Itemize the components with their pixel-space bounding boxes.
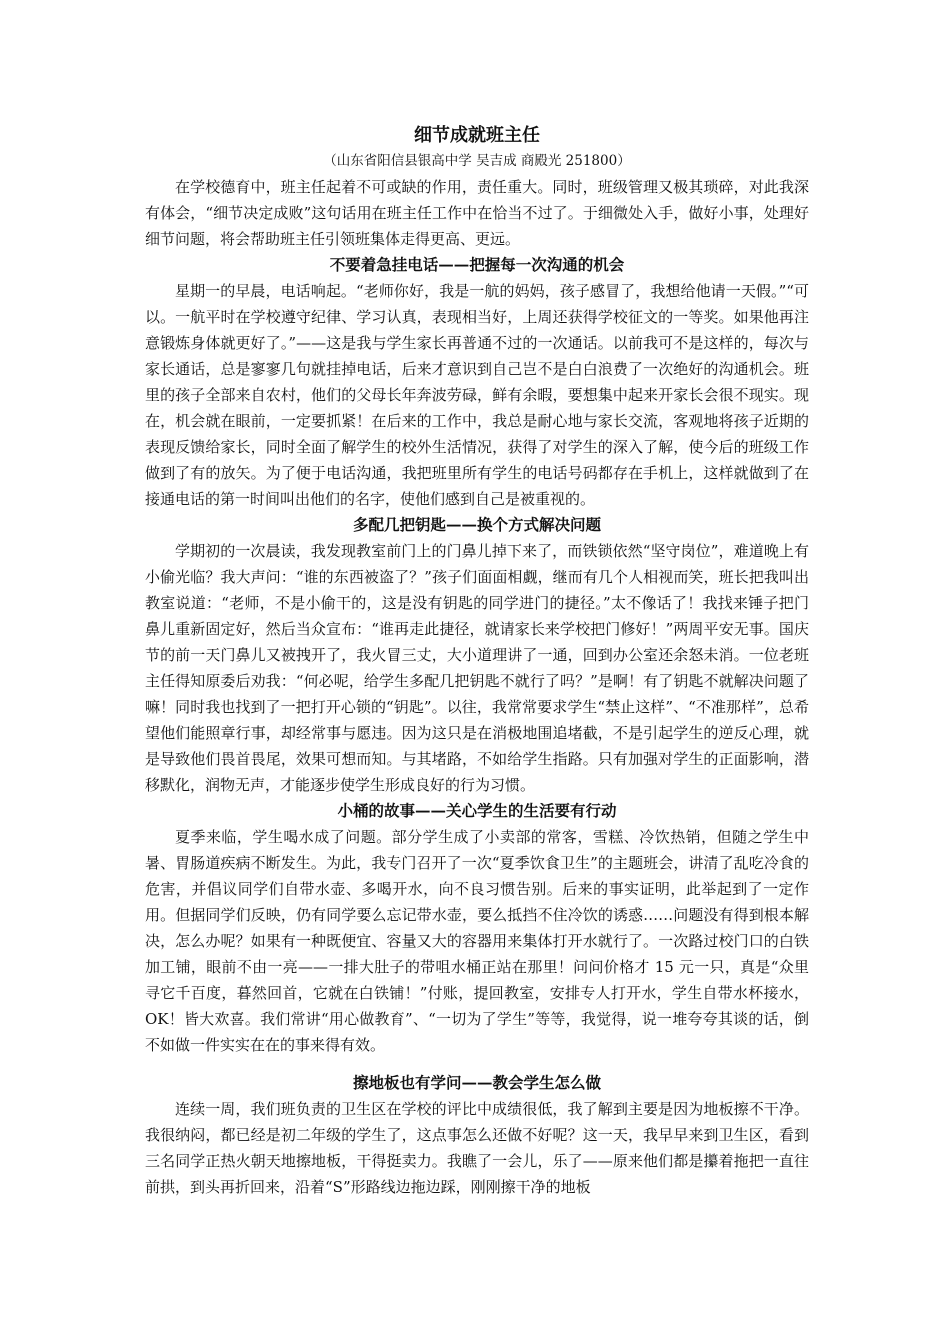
section-heading-phone: 不要着急挂电话——把握每一次沟通的机会	[329, 255, 625, 274]
section-heading-floor: 擦地板也有学问——教会学生怎么做	[352, 1073, 601, 1092]
section-body-phone: 星期一的早晨，电话响起。“老师你好，我是一航的妈妈，孩子感冒了，我想给他请一天假。”“可以。一航平时在学校遵守纪律、学习认真，表现相当好，上周还获得学校征文的一等奖。如果他再注意锻炼身体就更好了。”——这是我与学生家长再普通不过的一次通话。以前我可不是这样的，每次与家长通话，总是寥寥几句就挂掉电话，后来才意识到自己岂不是白白浪费了一次绝好的沟通机会。班里的孩子全部来自农村，他们的父母长年奔波劳碌，鲜有余暇，要想集中起来开家长会很不现实。现在，机会就在眼前，一定要抓紧！在后来的工作中，我总是耐心地与家长交流，客观地将孩子近期的表现反馈给家长，同时全面了解学生的校外生活情况，获得了对学生的深入了解，使今后的班级工作做到了有的放矢。为了便于电话沟通，我把班里所有学生的电话号码都存在手机上，这样就做到了在接通电话的第一时间叫出他们的名字，使他们感到自己是被重视的。	[145, 282, 809, 508]
author-line: （山东省阳信县银高中学 吴吉成 商殿光 251800）	[323, 153, 631, 169]
section-body-floor: 连续一周，我们班负责的卫生区在学校的评比中成绩很低，我了解到主要是因为地板擦不干净。我很纳闷，都已经是初二年级的学生了，这点事怎么还做不好呢？这一天，我早早来到卫生区，看到三名同学正热火朝天地擦地板，干得挺卖力。我瞧了一会儿，乐了——原来他们都是攥着拖把一直往前拱，到头再折回来，沿着“S”形路线边拖边踩，刚刚擦干净的地板	[145, 1100, 809, 1196]
document-title: 细节成就班主任	[414, 125, 540, 146]
section-heading-bucket: 小桶的故事——关心学生的生活要有行动	[337, 801, 617, 820]
intro-paragraph: 在学校德育中，班主任起着不可或缺的作用，责任重大。同时，班级管理又极其琐碎，对此我深有体会，“细节决定成败”这句话用在班主任工作中在恰当不过了。于细微处入手，做好小事，处理好细节问题，将会帮助班主任引领班集体走得更高、更远。	[145, 178, 809, 248]
section-body-keys: 学期初的一次晨读，我发现教室前门上的门鼻儿掉下来了，而铁锁依然“坚守岗位”，难道晚上有小偷光临？我大声问：“谁的东西被盗了？”孩子们面面相觑，继而有几个人相视而笑，班长把我叫出教室说道：“老师，不是小偷干的，这是没有钥匙的同学进门的捷径。”太不像话了！我找来锤子把门鼻儿重新固定好，然后当众宣布：“谁再走此捷径，就请家长来学校把门修好！”两周平安无事。国庆节的前一天门鼻儿又被拽开了，我火冒三丈，大小道理讲了一通，回到办公室还余怒未消。一位老班主任得知原委后劝我：“何必呢，给学生多配几把钥匙不就行了吗？”是啊！有了钥匙不就解决问题了嘛！同时我也找到了一把打开心锁的“钥匙”。以往，我常常要求学生“禁止这样”、“不准那样”，总希望他们能照章行事，却经常事与愿违。因为这只是在消极地围追堵截，不是引起学生的逆反心理，就是导致他们畏首畏尾，效果可想而知。与其堵路，不如给学生指路。只有加强对学生的正面影响，潜移默化，润物无声，才能逐步使学生形成良好的行为习惯。	[145, 542, 809, 794]
document-page	[145, 122, 809, 1200]
section-heading-keys: 多配几把钥匙——换个方式解决问题	[352, 515, 601, 534]
section-body-bucket: 夏季来临，学生喝水成了问题。部分学生成了小卖部的常客，雪糕、冷饮热销，但随之学生中暑、胃肠道疾病不断发生。为此，我专门召开了一次“夏季饮食卫生”的主题班会，讲清了乱吃冷食的危害，并倡议同学们自带水壶、多喝开水，向不良习惯告别。后来的事实证明，此举起到了一定作用。但据同学们反映，仍有同学要么忘记带水壶，要么抵挡不住冷饮的诱惑……问题没有得到根本解决，怎么办呢？如果有一种既便宜、容量又大的容器用来集体打开水就行了。一次路过校门口的白铁加工铺，眼前不由一亮——一排大肚子的带咀水桶正站在那里！问问价格才 15 元一只，真是“众里寻它千百度，暮然回首，它就在白铁铺！”付账，提回教室，安排专人打开水，学生自带水杯接水，OK！皆大欢喜。我们常讲“用心做教育”、“一切为了学生”等等，我觉得，说一堆夸夸其谈的话，倒不如做一件实实在在的事来得有效。	[145, 828, 809, 1054]
